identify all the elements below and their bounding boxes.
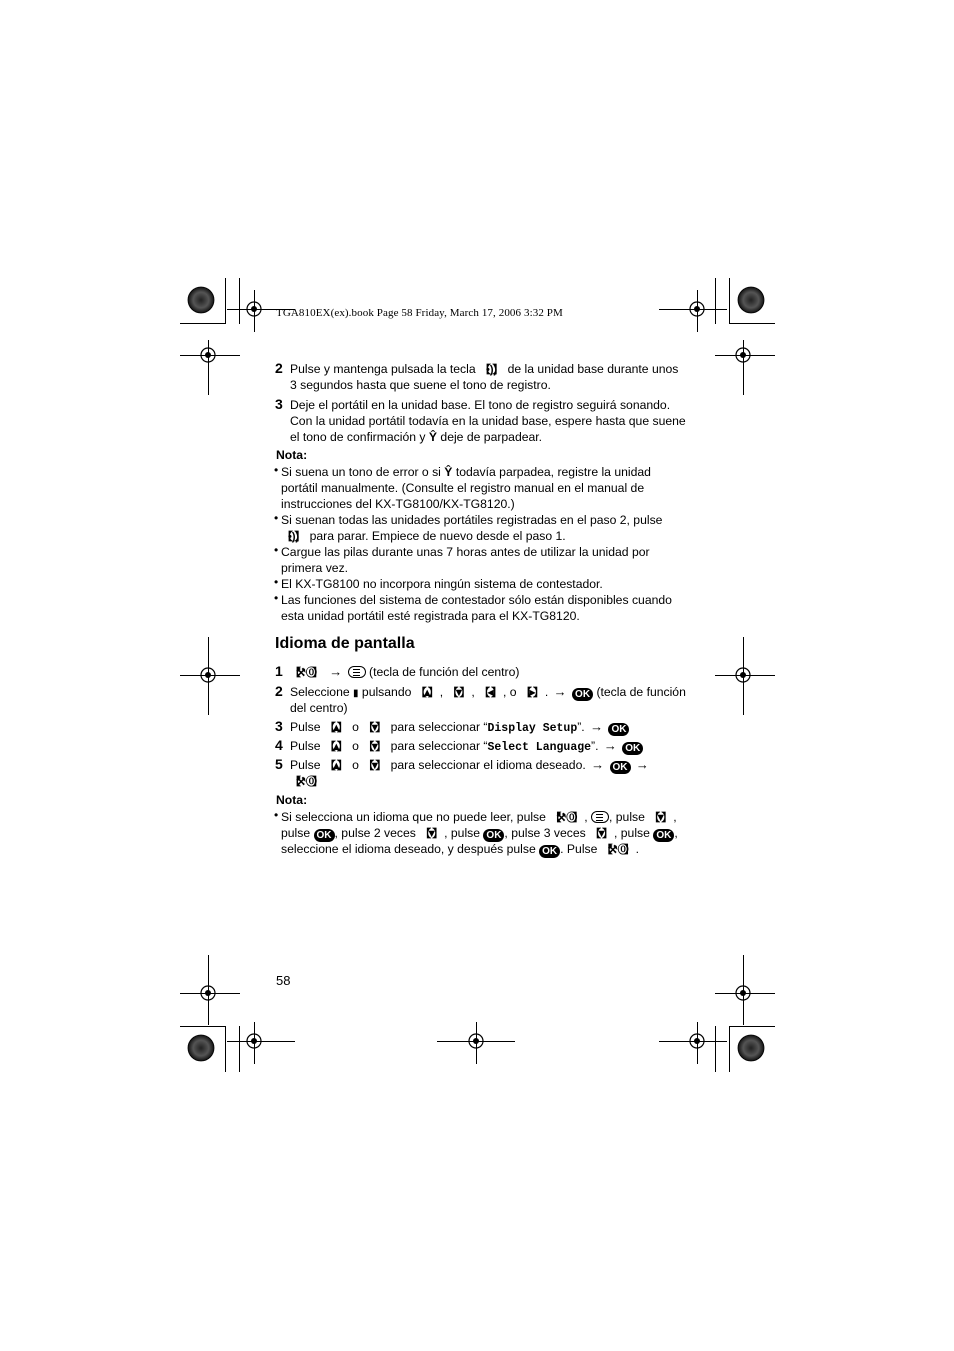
text: para seleccionar “ <box>390 720 488 734</box>
text: seleccione el idioma deseado, y después pulse <box>281 842 536 856</box>
down-key-icon: 【 ▼ 】 <box>362 720 387 736</box>
display-text: Select Language <box>487 741 592 754</box>
right-key-icon: 【 ► 】 <box>520 685 545 701</box>
note-text: esta unidad portátil esté registrada para el KX-TG8120. <box>281 609 580 623</box>
step-text <box>289 664 519 681</box>
down-key-icon: 【 ▼ 】 <box>446 685 471 701</box>
text: pulsando <box>361 685 412 699</box>
bullet: • <box>274 575 279 589</box>
text: para seleccionar “ <box>390 739 488 753</box>
note-label: Nota: <box>276 448 308 462</box>
step-number: 3 <box>275 396 283 412</box>
display-text: Display Setup <box>487 722 578 735</box>
text: pulse <box>281 826 311 840</box>
step-number: 1 <box>275 663 283 679</box>
bullet: • <box>274 463 279 477</box>
note-text: instrucciones del KX-TG8100/KX-TG8120.) <box>281 497 515 511</box>
text: Pulse <box>290 739 321 753</box>
text: , pulse <box>608 810 645 824</box>
intercom-key-icon: 【 •)) 】 <box>479 362 504 378</box>
step-text: del centro) <box>290 701 348 715</box>
step-number: 2 <box>275 683 283 699</box>
text: Pulse <box>290 720 321 734</box>
left-key-icon: 【 ◄ 】 <box>478 685 503 701</box>
menu-key-icon: 【 ⚒⓪ 】 <box>549 810 584 826</box>
text: , pulse 2 veces <box>334 826 416 840</box>
arrow-icon: → <box>635 757 649 772</box>
note-text: Cargue las pilas durante unas 7 horas antes de utilizar la unidad por <box>281 545 650 559</box>
step-text: Con la unidad portátil todavía en la unidad base, espere hasta que suene <box>290 414 686 428</box>
up-key-icon: 【 ▲ 】 <box>324 739 349 755</box>
book-header: TGA810EX(ex).book Page 58 Friday, March 17, 2006 3:32 PM <box>276 307 563 319</box>
step-number: 5 <box>275 756 283 772</box>
note-label: Nota: <box>276 793 308 807</box>
text: , pulse 3 veces <box>504 826 586 840</box>
step-text: 3 segundos hasta que suene el tono de registro. <box>290 378 551 392</box>
bullet: • <box>274 543 279 557</box>
text: ”. <box>577 720 585 734</box>
down-key-icon: 【 ▼ 】 <box>362 739 387 755</box>
ok-key-icon: OK <box>572 688 593 701</box>
text: para parar. Empiece de nuevo desde el paso 1. <box>309 529 566 543</box>
down-key-icon: 【 ▼ 】 <box>589 826 614 842</box>
text: Si suena un tono de error o si <box>281 465 441 479</box>
step-text <box>289 773 324 790</box>
bullet: • <box>274 591 279 605</box>
text: Pulse y mantenga pulsada la tecla <box>290 362 476 376</box>
ok-key-icon: OK <box>622 742 643 755</box>
text: , pulse <box>444 826 481 840</box>
text: , pulse <box>614 826 650 840</box>
text: Pulse <box>290 758 321 772</box>
handset-icon: ▮ <box>353 688 359 699</box>
text: . Pulse <box>560 842 598 856</box>
text: el tono de confirmación y <box>290 430 426 444</box>
step-text <box>290 361 678 378</box>
text: o <box>352 720 359 734</box>
note-text: primera vez. <box>281 561 349 575</box>
ok-key-icon: OK <box>314 829 335 842</box>
antenna-icon: Ŷ <box>428 430 438 444</box>
text: para seleccionar el idioma deseado. <box>390 758 586 772</box>
arrow-icon: → <box>603 738 617 753</box>
down-key-icon: 【 ▼ 】 <box>362 758 387 774</box>
ok-key-icon: OK <box>608 723 629 736</box>
step-number: 4 <box>275 737 283 753</box>
arrow-icon: → <box>553 684 567 699</box>
ok-key-icon: OK <box>483 829 504 842</box>
arrow-icon: → <box>591 757 605 772</box>
note-text: Si selecciona un idioma que no puede leer, pulse 【 ⚒⓪ 】 , , pulse 【 ▼ 】 , <box>281 809 677 826</box>
ok-key-icon: OK <box>653 829 674 842</box>
note-text <box>281 528 566 545</box>
text: Seleccione <box>290 685 350 699</box>
step-text: Seleccione ▮ pulsando 【 ▲ 】 , 【 ▼ 】 , 【 ◄ 】 , o 【 ► 】 . → OK (tecla de función <box>290 684 686 702</box>
step-text <box>290 757 651 774</box>
section-heading: Idioma de pantalla <box>275 635 415 652</box>
note-text <box>281 464 651 480</box>
step-text <box>290 719 629 737</box>
note-text: portátil manualmente. (Consulte el registro manual en el manual de <box>281 481 645 495</box>
text: ”. <box>591 739 599 753</box>
text: (tecla de función <box>596 685 686 699</box>
menu-key-icon: 【 ⚒⓪ 】 <box>289 774 324 790</box>
text: , o <box>503 685 517 699</box>
note-text: seleccione el idioma deseado, y después pulse OK . Pulse 【 ⚒⓪ 】 . <box>281 841 639 858</box>
arrow-icon: → <box>329 664 343 679</box>
up-key-icon: 【 ▲ 】 <box>324 720 349 736</box>
down-key-icon: 【 ▼ 】 <box>648 810 673 826</box>
page-number: 58 <box>276 973 291 988</box>
arrow-icon: → <box>590 719 604 734</box>
text: deje de parpadear. <box>440 430 543 444</box>
softkey-icon <box>348 666 366 678</box>
step-number: 3 <box>275 718 283 734</box>
note-text: pulse OK , pulse 2 veces 【 ▼ 】 , pulse OK , pulse 3 veces 【 ▼ 】 , pulse OK , <box>281 825 678 842</box>
ok-key-icon: OK <box>610 761 631 774</box>
note-text: Las funciones del sistema de contestador sólo están disponibles cuando <box>281 593 672 607</box>
step-text <box>290 738 643 756</box>
up-key-icon: 【 ▲ 】 <box>324 758 349 774</box>
menu-key-icon: 【 ⚒⓪ 】 <box>601 842 636 858</box>
step-text <box>290 429 542 445</box>
bullet: • <box>274 808 279 822</box>
text: todavía parpadea, registre la unidad <box>455 465 651 479</box>
menu-key-icon: 【 ⚒⓪ 】 <box>289 665 324 681</box>
step-number: 2 <box>275 360 283 376</box>
note-text: El KX-TG8100 no incorpora ningún sistema de contestador. <box>281 577 603 591</box>
text: de la unidad base durante unos <box>507 362 679 376</box>
text: (tecla de función del centro) <box>369 665 520 679</box>
softkey-icon <box>591 811 609 823</box>
antenna-icon: Ŷ <box>444 465 453 479</box>
text: o <box>352 758 359 772</box>
up-key-icon: 【 ▲ 】 <box>415 685 440 701</box>
down-key-icon: 【 ▼ 】 <box>419 826 444 842</box>
text: Si selecciona un idioma que no puede leer, pulse <box>281 810 546 824</box>
text: o <box>352 739 359 753</box>
ok-key-icon: OK <box>539 845 560 858</box>
bullet: • <box>274 511 279 525</box>
note-text: Si suenan todas las unidades portátiles registradas en el paso 2, pulse <box>281 513 663 527</box>
intercom-key-icon: 【 •)) 】 <box>281 529 306 545</box>
step-text: Deje el portátil en la unidad base. El tono de registro seguirá sonando. <box>290 398 671 412</box>
